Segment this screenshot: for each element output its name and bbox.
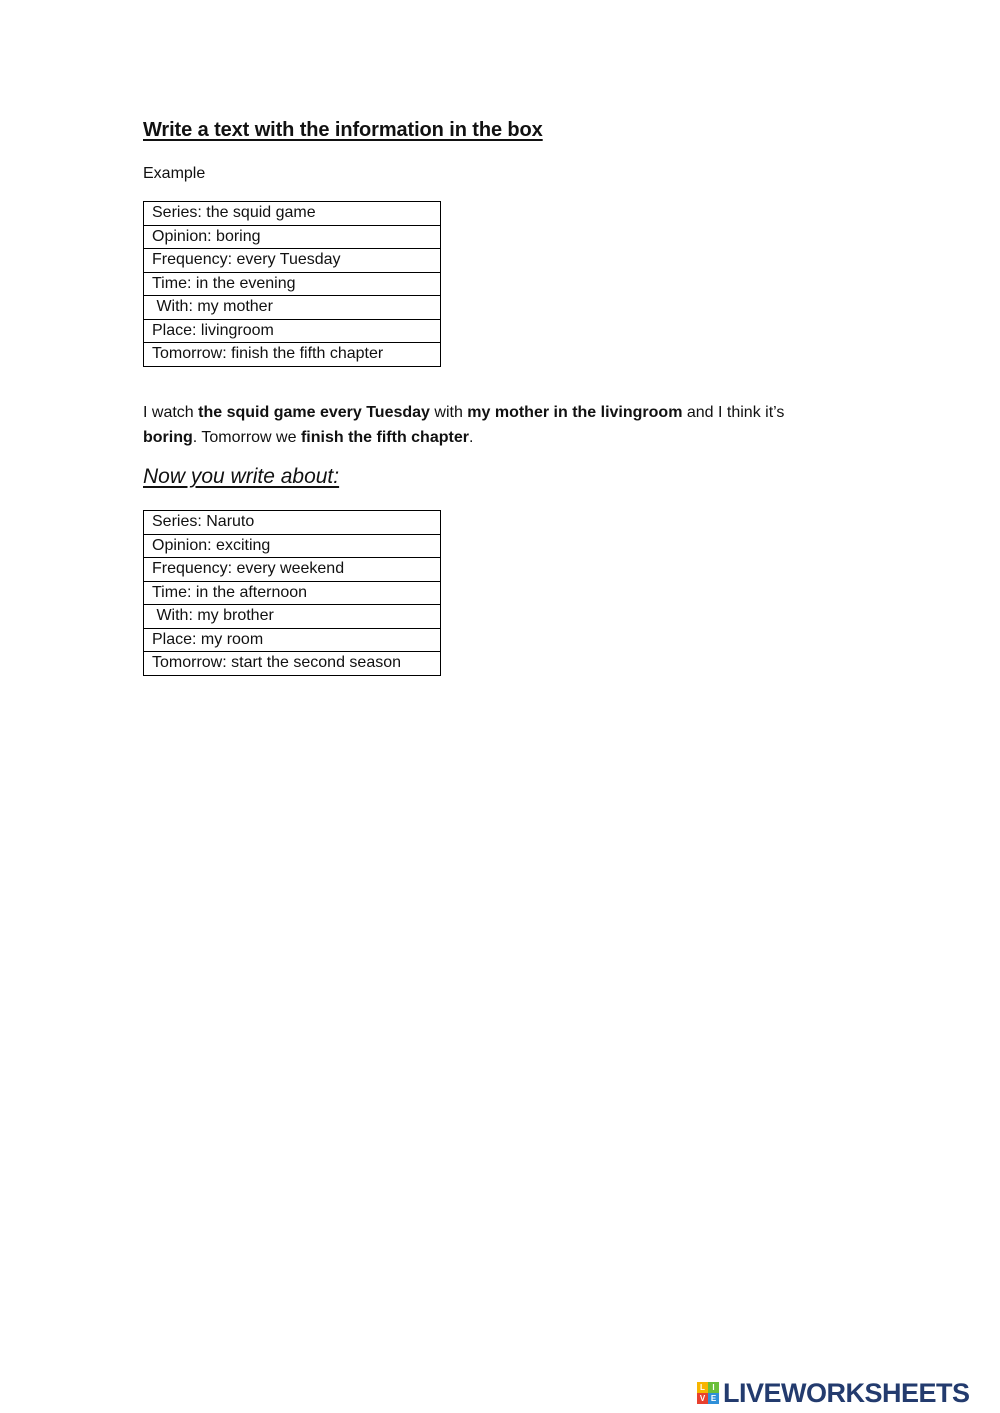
text-run: . Tomorrow we xyxy=(192,428,301,446)
task-info-table xyxy=(143,510,441,676)
table-row xyxy=(144,202,441,226)
table-row xyxy=(144,605,441,629)
logo-tile: I xyxy=(708,1382,719,1393)
example-paragraph xyxy=(143,401,843,450)
bold-text-run: boring xyxy=(143,428,193,446)
table-row xyxy=(144,558,441,582)
table-cell: Time: in the evening xyxy=(144,272,441,296)
subheading: Now you write about: xyxy=(143,465,340,488)
table-cell: Series: the squid game xyxy=(144,202,441,226)
table-row xyxy=(144,652,441,676)
logo-tile: V xyxy=(697,1393,708,1404)
table-row xyxy=(144,272,441,296)
liveworksheets-logo xyxy=(697,1377,970,1409)
bold-text-run: the squid game every Tuesday xyxy=(198,404,430,421)
text-run: I watch xyxy=(143,404,199,421)
table-row xyxy=(144,343,441,367)
table-row xyxy=(144,225,441,249)
text-run: with xyxy=(429,404,468,421)
table-cell: Tomorrow: start the second season xyxy=(144,652,441,676)
table-row xyxy=(144,249,441,273)
table-cell: Frequency: every weekend xyxy=(144,558,441,582)
logo-tile: L xyxy=(697,1382,708,1393)
liveworksheets-logo-icon xyxy=(697,1382,719,1404)
table-row xyxy=(144,628,441,652)
table-cell: With: my brother xyxy=(144,605,441,629)
table-row xyxy=(144,534,441,558)
table-row xyxy=(144,581,441,605)
table-cell: Place: livingroom xyxy=(144,319,441,343)
example-info-table xyxy=(143,201,441,367)
table-cell: Tomorrow: finish the fifth chapter xyxy=(144,343,441,367)
bold-text-run: finish the fifth chapter xyxy=(300,428,469,446)
logo-tile: E xyxy=(708,1393,719,1404)
table-row xyxy=(144,296,441,320)
table-cell: With: my mother xyxy=(144,296,441,320)
table-cell: Frequency: every Tuesday xyxy=(144,249,441,273)
text-run: . xyxy=(468,428,474,446)
table-row xyxy=(144,319,441,343)
text-run: and I think it’s xyxy=(682,404,785,421)
table-cell: Place: my room xyxy=(144,628,441,652)
liveworksheets-logo-text: LIVEWORKSHEETS xyxy=(723,1377,970,1408)
page-title: Write a text with the information in the box xyxy=(143,119,543,141)
bold-text-run: my mother in the livingroom xyxy=(467,404,683,421)
table-cell: Series: Naruto xyxy=(144,511,441,535)
table-cell: Opinion: exciting xyxy=(144,534,441,558)
table-row xyxy=(144,511,441,535)
table-cell: Opinion: boring xyxy=(144,225,441,249)
example-label: Example xyxy=(143,165,206,182)
table-cell: Time: in the afternoon xyxy=(144,581,441,605)
